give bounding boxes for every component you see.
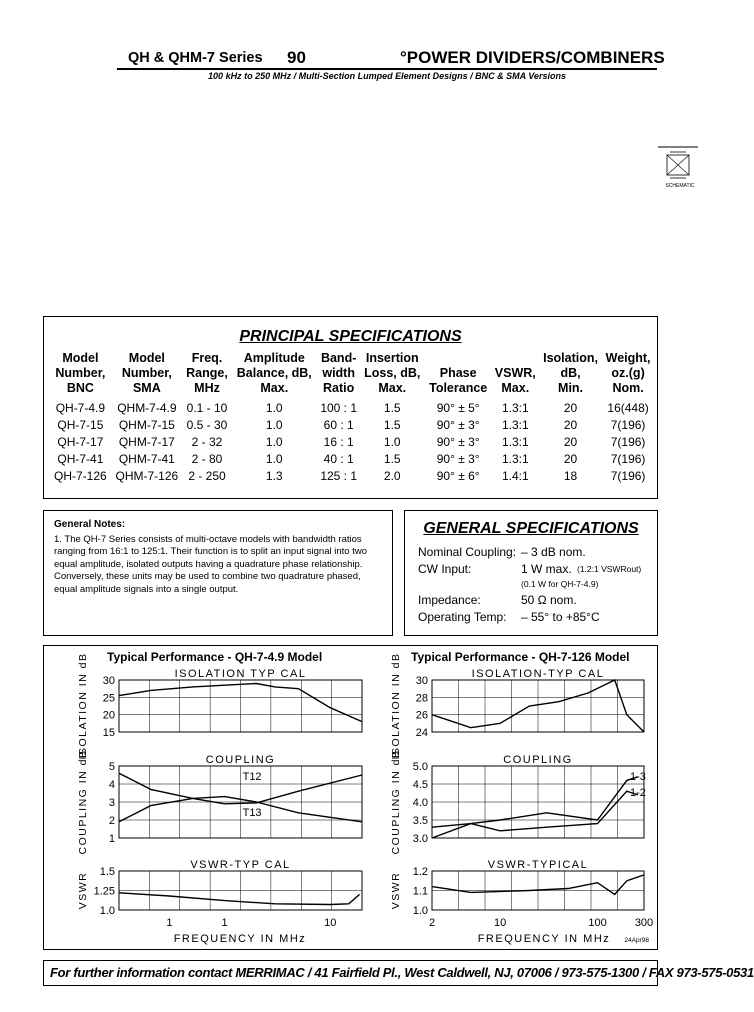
left-iso-tick-label: 30 xyxy=(102,675,115,687)
spec-table-cell: 1.5 xyxy=(383,418,401,432)
principal-specifications-box xyxy=(43,316,658,499)
spec-table-cell: 1.0 xyxy=(265,401,283,415)
cw-input-note-2: (0.1 W for QH-7-4.9) xyxy=(521,579,599,589)
cw-input-value: 1 W max. xyxy=(521,562,572,576)
spec-table-cell: QHM-7-126 xyxy=(115,469,179,483)
schematic-label: SCHEMATIC xyxy=(665,183,695,189)
spec-column-header-line: Amplitude xyxy=(243,351,305,365)
spec-column-header xyxy=(50,351,111,400)
spec-column-header xyxy=(111,351,183,400)
left-vswr-ylabel: VSWR xyxy=(77,871,89,910)
cw-input-note: (1.2:1 VSWRout) xyxy=(577,564,642,574)
general-specifications-box xyxy=(404,510,658,636)
left-vswr-tick-label: 1.5 xyxy=(99,866,115,878)
spec-column-header-line: Number, xyxy=(55,366,106,380)
spec-table-cell: 90° ± 5° xyxy=(436,401,480,415)
impedance-label: Impedance: xyxy=(418,593,481,607)
spec-column-header xyxy=(318,351,360,400)
right-x-tick-label: 300 xyxy=(634,917,654,929)
left-iso-ylabel: ISOLATION IN dB xyxy=(77,652,89,760)
spec-table-cell: 90° ± 3° xyxy=(436,452,480,466)
spec-table-cell: QH-7-15 xyxy=(57,418,104,432)
left-x-tick-label: 1 xyxy=(166,917,173,929)
right-cpl-tick-label: 4.0 xyxy=(412,797,428,809)
spec-table-cell: 2 - 80 xyxy=(191,452,223,466)
spec-table-cell: QH-7-126 xyxy=(54,469,107,483)
spec-table-cell: 1.4:1 xyxy=(501,469,529,483)
spec-table-cell: 16(448) xyxy=(607,401,649,415)
right-iso-title: ISOLATION-TYP CAL xyxy=(471,668,605,680)
spec-table-cell: 2 - 32 xyxy=(191,435,223,449)
spec-column-header-line xyxy=(492,351,539,366)
left-iso-tick-label: 20 xyxy=(102,709,115,722)
spec-table-cell: 40 : 1 xyxy=(323,452,354,466)
left-cpl-title: COUPLING xyxy=(205,754,276,766)
principal-spec-table xyxy=(50,351,654,485)
spec-column-header-line: Weight, xyxy=(605,351,651,365)
right-cpl-series-label: 1-3 xyxy=(630,771,646,783)
spec-table-row xyxy=(50,400,654,417)
left-iso-tick-label: 15 xyxy=(102,727,115,739)
spec-table-row xyxy=(50,468,654,485)
spec-column-header-line: Band- xyxy=(320,351,357,365)
spec-column-header-line: Tolerance xyxy=(429,381,488,395)
spec-table-cell: 20 xyxy=(563,418,578,432)
left-cpl-ylabel: COUPLING IN dB xyxy=(77,749,89,855)
spec-table-cell: 1.0 xyxy=(383,435,401,449)
chart-date-stamp: 24Apr98 xyxy=(624,937,649,944)
spec-table-cell: 1.3:1 xyxy=(501,452,529,466)
spec-column-header xyxy=(183,351,231,400)
spec-table-cell: 20 xyxy=(563,452,578,466)
spec-column-header-line: VSWR, xyxy=(494,366,536,380)
left-cpl-tick-label: 1 xyxy=(108,833,115,845)
spec-column-header-line: MHz xyxy=(194,381,220,395)
left-x-tick-label: 1 xyxy=(221,917,228,929)
right-x-tick-label: 100 xyxy=(588,917,607,929)
degree-value: 90 xyxy=(287,48,306,67)
left-performance-title: Typical Performance - QH-7-4.9 Model xyxy=(107,650,323,664)
right-iso-tick-label: 30 xyxy=(415,675,428,687)
spec-column-header-line: Phase xyxy=(439,366,477,380)
spec-table-cell: 2.0 xyxy=(383,469,401,483)
series-title: QH & QHM-7 Series xyxy=(128,50,263,66)
left-iso-tick-label: 25 xyxy=(102,692,115,705)
spec-table-cell: 7(196) xyxy=(610,435,646,449)
spec-column-header xyxy=(360,351,425,400)
spec-column-header-line: Ratio xyxy=(323,381,355,395)
right-vswr-tick-label: 1.1 xyxy=(412,885,428,898)
spec-table-cell: 90° ± 3° xyxy=(436,435,480,449)
impedance-value: 50 Ω nom. xyxy=(521,593,577,607)
spec-table-cell: QHM-7-17 xyxy=(118,435,175,449)
spec-column-header-line: SMA xyxy=(132,381,161,395)
spec-table-cell: QHM-7-15 xyxy=(118,418,175,432)
left-iso-title: ISOLATION TYP CAL xyxy=(174,668,307,680)
performance-charts xyxy=(44,646,659,951)
spec-table-cell: 1.0 xyxy=(265,452,283,466)
spec-column-header-line: dB, xyxy=(560,366,581,380)
right-x-tick-label: 10 xyxy=(493,917,507,929)
left-cpl-tick-label: 2 xyxy=(108,815,115,827)
spec-column-header-line: Nom. xyxy=(612,381,644,395)
typical-performance-box xyxy=(43,645,658,950)
right-vswr-tick-label: 1.2 xyxy=(412,866,428,878)
spec-table-cell: 1.3 xyxy=(265,469,283,483)
spec-table-cell: QHM-7-41 xyxy=(118,452,175,466)
right-cpl-title: COUPLING xyxy=(503,754,573,766)
spec-table-row xyxy=(50,417,654,434)
right-cpl-tick-label: 3.5 xyxy=(412,815,428,827)
spec-column-header-line: Balance, dB, xyxy=(236,366,312,380)
spec-table-cell: 100 : 1 xyxy=(320,401,358,415)
coupling-label: Nominal Coupling: xyxy=(418,545,517,559)
right-cpl-ylabel: COUPLING IN dB xyxy=(390,749,402,855)
left-cpl-series-label: T13 xyxy=(242,807,262,819)
spec-column-header-line: Loss, dB, xyxy=(364,366,421,380)
spec-table-cell: 7(196) xyxy=(610,452,646,466)
spec-table-cell: QH-7-17 xyxy=(57,435,104,449)
spec-table-cell: 1.5 xyxy=(383,452,401,466)
spec-column-header-line: Number, xyxy=(121,366,172,380)
right-cpl-tick-label: 3.0 xyxy=(412,833,428,845)
spec-table-cell: QH-7-4.9 xyxy=(55,401,106,415)
page-subtitle: 100 kHz to 250 MHz / Multi-Section Lumped Element Designs / BNC & SMA Versions xyxy=(208,71,566,81)
spec-table-row xyxy=(50,434,654,451)
page-title: °POWER DIVIDERS/COMBINERS xyxy=(400,48,665,67)
spec-table-cell: 20 xyxy=(563,435,578,449)
spec-column-header-line: width xyxy=(322,366,355,380)
spec-column-header-line: Range, xyxy=(186,366,228,380)
spec-column-header-line: Insertion xyxy=(365,351,419,365)
spec-column-header-line: Model xyxy=(128,351,165,365)
spec-column-header-line: Min. xyxy=(558,381,584,395)
right-iso-tick-label: 26 xyxy=(415,709,428,722)
left-x-axis-label: FREQUENCY IN MHz xyxy=(173,933,307,945)
right-x-axis-label: FREQUENCY IN MHz xyxy=(477,933,611,945)
spec-table-cell: 125 : 1 xyxy=(320,469,358,483)
right-vswr-ylabel: VSWR xyxy=(390,871,402,910)
notes-body: 1. The QH-7 Series consists of multi-octave models with bandwidth ratios ranging from 16:1 to 125:1. Their function is to split an input signal into two equal amplitude, isolated outputs having a quadrature phase relationship. Conversely, these units may be used to combine two quadrature phased, equal amplitude signals into a single output. xyxy=(54,533,367,595)
spec-table-cell: 1.3:1 xyxy=(501,435,529,449)
spec-table-cell: 1.3:1 xyxy=(501,418,529,432)
right-x-tick-label: 2 xyxy=(428,917,436,929)
spec-column-header-line: Isolation, xyxy=(543,351,598,365)
spec-table-cell: 1.0 xyxy=(265,418,283,432)
spec-table-cell: 16 : 1 xyxy=(323,435,354,449)
spec-column-header-line: oz.(g) xyxy=(611,366,645,380)
left-cpl-series-label: T12 xyxy=(242,771,262,783)
left-cpl-tick-label: 5 xyxy=(108,761,115,773)
spec-column-header xyxy=(231,351,317,400)
spec-table-cell: 0.5 - 30 xyxy=(186,418,228,432)
right-cpl-tick-label: 5.0 xyxy=(412,761,428,773)
spec-column-header-line xyxy=(425,351,492,366)
right-vswr-tick-label: 1.0 xyxy=(412,905,428,917)
general-notes-box xyxy=(43,510,393,636)
spec-column-header xyxy=(492,351,539,400)
spec-table-cell: 1.5 xyxy=(383,401,401,415)
right-vswr-title: VSWR-TYPICAL xyxy=(487,859,589,871)
right-iso-tick-label: 28 xyxy=(415,692,428,705)
spec-table-cell: 18 xyxy=(563,469,578,483)
notes-title: General Notes: xyxy=(54,519,126,530)
left-vswr-title: VSWR-TYP CAL xyxy=(190,859,291,871)
spec-column-header-line: BNC xyxy=(66,381,94,395)
spec-table-cell: 60 : 1 xyxy=(323,418,354,432)
spec-column-header xyxy=(425,351,492,400)
cw-input-label: CW Input: xyxy=(418,562,472,576)
principal-title: PRINCIPAL SPECIFICATIONS xyxy=(239,328,462,345)
spec-table-cell: 20 xyxy=(563,401,578,415)
spec-table-cell: 0.1 - 10 xyxy=(186,401,228,415)
coupling-value: – 3 dB nom. xyxy=(521,545,586,559)
right-iso-tick-label: 24 xyxy=(415,727,428,739)
left-vswr-curve xyxy=(119,893,360,905)
spec-table-cell: 7(196) xyxy=(610,418,646,432)
left-x-tick-label: 10 xyxy=(324,917,337,929)
spec-column-header-line: Max. xyxy=(378,381,407,395)
spec-column-header-line: Freq. xyxy=(191,351,223,365)
right-cpl-tick-label: 4.5 xyxy=(412,779,428,791)
header-rule xyxy=(117,68,657,70)
right-cpl-series-label: 1-2 xyxy=(630,787,646,799)
spec-table-cell: 1.3:1 xyxy=(501,401,529,415)
contact-footer: For further information contact MERRIMAC / 41 Fairfield Pl., West Caldwell, NJ, 07006 / 973-575-1300 / FAX 973-575-0531 xyxy=(43,960,658,986)
left-cpl-tick-label: 3 xyxy=(108,797,115,809)
general-title: GENERAL SPECIFICATIONS xyxy=(423,520,639,537)
spec-column-header-line: Model xyxy=(62,351,99,365)
left-cpl-tick-label: 4 xyxy=(108,779,115,791)
spec-column-header-line: Max. xyxy=(260,381,289,395)
right-cpl-series-line xyxy=(432,777,638,838)
right-cpl-series-line xyxy=(432,791,638,831)
spec-table-row xyxy=(50,451,654,468)
right-iso-ylabel: ISOLATION IN dB xyxy=(390,652,402,760)
right-performance-title: Typical Performance - QH-7-126 Model xyxy=(411,650,630,664)
left-vswr-tick-label: 1.0 xyxy=(99,905,115,917)
spec-column-header-line: Max. xyxy=(501,381,530,395)
spec-table-cell: QH-7-41 xyxy=(57,452,104,466)
spec-table-cell: 90° ± 6° xyxy=(436,469,480,483)
left-vswr-tick-label: 1.25 xyxy=(93,885,115,898)
spec-table-cell: 90° ± 3° xyxy=(436,418,480,432)
spec-table-cell: 2 - 250 xyxy=(188,469,226,483)
spec-table-cell: 1.0 xyxy=(265,435,283,449)
spec-table-cell: 7(196) xyxy=(610,469,646,483)
operating-temp-label: Operating Temp: xyxy=(418,610,507,624)
spec-table-cell: QHM-7-4.9 xyxy=(117,401,177,415)
operating-temp-value: – 55° to +85°C xyxy=(521,610,600,624)
spec-column-header xyxy=(539,351,602,400)
spec-column-header xyxy=(602,351,654,400)
